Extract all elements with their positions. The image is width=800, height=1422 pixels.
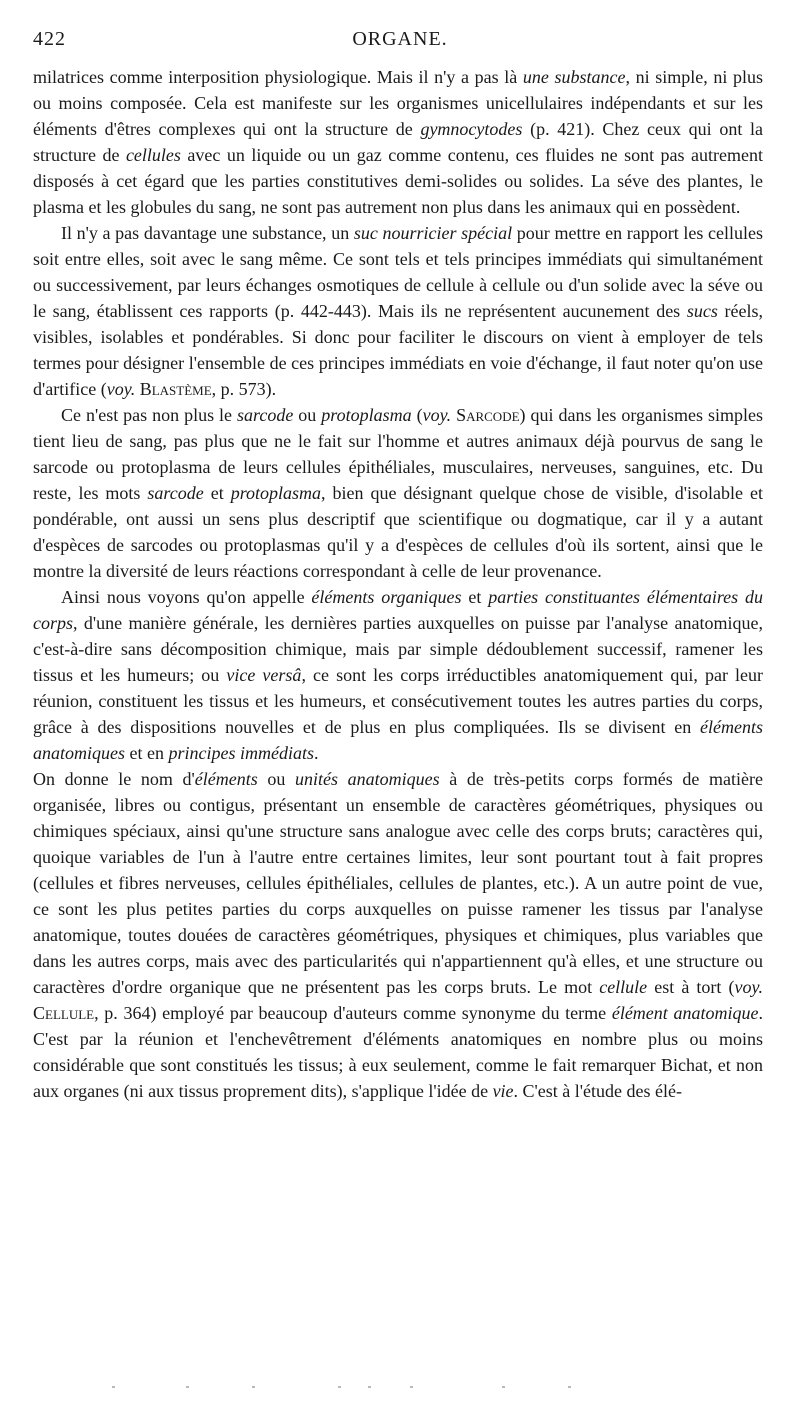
paragraph-2: [33, 220, 763, 402]
paragraph-3: [33, 402, 763, 584]
italic-term: éléments organiques: [311, 587, 462, 607]
italic-term: protoplasma: [230, 483, 322, 503]
text-run: milatrices comme interposition physiologique. Mais il n'y a pas là: [33, 67, 523, 87]
scan-speck: [568, 1386, 571, 1388]
scan-speck: [338, 1386, 341, 1388]
text-run: (p. 421). Chez ceux qui ont la structure de: [33, 119, 763, 165]
text-run: .: [313, 743, 319, 763]
italic-term: une substance: [522, 67, 626, 87]
paragraph-5: [33, 766, 763, 1104]
text-run: à de très-petits corps formés de matière organisée, libres ou contigus, présentant un ensemble de caractères géométriques, physiques ou chimiques spéciaux, ainsi qu'une structure sans analogue avec celle des corps bruts; caractères qui, quoique variables de l'un à l'autre entre certaines limites, leur sont pourtant tout à fait propres (cellules et fibres nerveuses, cellules épithéliales, cellules de plantes, etc.). A un autre point de vue, ce sont les plus petites parties du corps auxquelles on puisse ramener les tissus par l'analyse anatomique, toutes douées de caractères géométriques, physiques et chimiques, plus variables que dans les autres corps, mais avec des particularités qui n'appartiennent qu'à elles, et une structure ou caractères d'ordre organique que ne présentent pas les corps bruts. Le mot: [33, 769, 764, 997]
page-header: [33, 28, 767, 56]
scan-speck: [410, 1386, 413, 1388]
text-run: ou: [293, 405, 322, 425]
italic-term: principes immédiats: [168, 743, 314, 763]
text-run: On donne le nom d': [33, 769, 195, 789]
text-run: ) qui dans les organismes simples tient lieu de sang, pas plus que ne le fait sur l'homme et autres animaux déjà pourvus de sang le sarcode ou protoplasma de leurs cellules épithéliales, musculaires, nerveuses, sanguines, etc. Du reste, les mots: [33, 405, 763, 503]
italic-term: cellules: [125, 145, 181, 165]
italic-term: vie: [492, 1081, 514, 1101]
running-title: ORGANE.: [352, 28, 448, 50]
text-run: , p. 573).: [211, 379, 277, 399]
italic-term: éléments: [194, 769, 258, 789]
text-run: réels, visibles, isolables et pondérables. Si donc pour faciliter le discours on vient à employer de tels termes pour désigner l'ensemble de ces principes immédiats en voie d'échange, il faut noter qu'on use d'artifice (: [33, 301, 763, 399]
text-run: Ainsi nous voyons qu'on appelle: [61, 587, 312, 607]
italic-term: cellule: [599, 977, 648, 997]
italic-term: éléments anatomiques: [33, 717, 763, 763]
body-text: [33, 64, 763, 1104]
text-run: (: [411, 405, 423, 425]
text-run: , bien que désignant quelque chose de visible, d'isolable et pondérable, ont aussi un sens plus descriptif que scientifique ou dogmatique, car il y a autant d'espèces de sarcodes ou protoplasmas qu'il y a d'espèces de cellules d'où ils sortent, ainsi que le montre la diversité de leurs réactions correspondant à celle de leur provenance.: [33, 483, 763, 581]
text-run: , ni simple, ni plus ou moins composée. Cela est manifeste sur les organismes unicellulaires indépendants et sur les éléments d'êtres complexes qui ont la structure de: [33, 67, 763, 139]
italic-term: vice versâ: [226, 665, 302, 685]
text-run: Ce n'est pas non plus le: [61, 405, 238, 425]
text-run: avec un liquide ou un gaz comme contenu, ces fluides ne sont pas autrement disposés à cet égard que les parties constitutives demi-solides ou solides. La séve des plantes, le plasma et les globules du sang, ne sont pas autrement non plus dans les animaux qui en possèdent.: [33, 145, 764, 217]
scan-specks: [100, 1386, 700, 1392]
text-run: Il n'y a pas davantage une substance, un: [61, 223, 354, 243]
scan-speck: [502, 1386, 505, 1388]
scan-speck: [252, 1386, 255, 1388]
text-run: est à tort (: [647, 977, 735, 997]
text-run: , p. 364) employé par beaucoup d'auteurs comme synonyme du terme: [94, 1003, 612, 1023]
italic-term: sucs: [686, 301, 718, 321]
text-run: , ce sont les corps irréductibles anatomiquement qui, par leur réunion, constituent les tissus et les humeurs, et consécutivement toutes les autres parties du corps, grâce à des dispositions nouvelles et de plus en plus compliquées. Ils se divisent en: [33, 665, 763, 737]
scan-speck: [112, 1386, 115, 1388]
italic-term: voy.: [106, 379, 136, 399]
cross-reference: Sarcode: [456, 405, 520, 425]
cross-reference: Blastème: [139, 379, 212, 399]
scan-speck: [368, 1386, 371, 1388]
page-number: 422: [33, 28, 66, 50]
text-run: , d'une manière générale, les dernières parties auxquelles on puisse par l'analyse anatomique, c'est-à-dire sans décomposition chimique, mais par simple dédoublement successif, ramener les tissus et les humeurs; ou: [33, 613, 763, 685]
text-run: et: [461, 587, 489, 607]
paragraph-1: [33, 64, 763, 220]
italic-term: sarcode: [147, 483, 204, 503]
italic-term: voy.: [422, 405, 452, 425]
text-run: . C'est par la réunion et l'enchevêtrement d'éléments anatomiques en nombre plus ou moins considérable que sont constitués les tissus; à eux seulement, comme le fait remarquer Bichat, et non aux organes (ni aux tissus proprement dits), s'applique l'idée de: [33, 1003, 763, 1101]
text-run: et: [203, 483, 231, 503]
italic-term: parties constituantes élémentaires du corps: [33, 587, 763, 633]
scan-speck: [186, 1386, 189, 1388]
italic-term: suc nourricier spécial: [353, 223, 513, 243]
paragraph-4: [33, 584, 763, 766]
italic-term: élément anatomique: [611, 1003, 759, 1023]
italic-term: gymnocytodes: [420, 119, 523, 139]
italic-term: unités anatomiques: [295, 769, 440, 789]
italic-term: voy.: [734, 977, 763, 997]
text-run: et en: [125, 743, 169, 763]
text-run: . C'est à l'étude des élé-: [513, 1081, 682, 1101]
italic-term: protoplasma: [321, 405, 412, 425]
cross-reference: Cellule: [33, 1003, 95, 1023]
text-run: ou: [257, 769, 296, 789]
italic-term: sarcode: [237, 405, 294, 425]
text-run: pour mettre en rapport les cellules soit entre elles, soit avec le sang même. Ce sont tels et tels principes immédiats qui simultanément ou successivement, par leurs échanges osmotiques de cellule à cellule ou d'un solide avec la séve ou le sang, établissent ces rapports (p. 442-443). Mais ils ne représentent aucunement des: [33, 223, 763, 321]
